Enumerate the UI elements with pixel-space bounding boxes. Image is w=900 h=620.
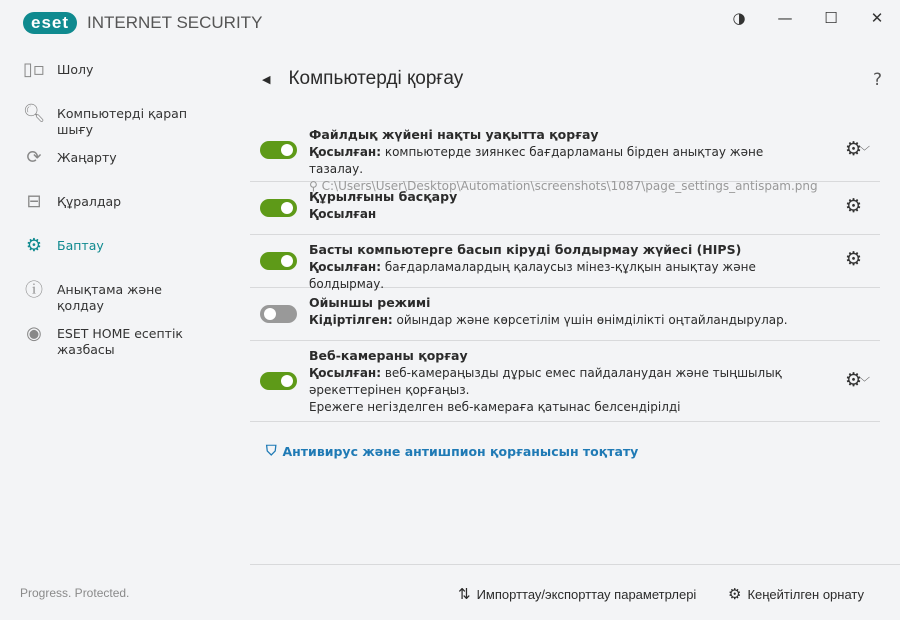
import-export-button[interactable] [458,585,696,603]
product-name: INTERNET SECURITY [87,13,263,32]
gear-icon: ⚙ [728,586,742,603]
sidebar-item-label: Компьютерді қарап шығу [57,106,187,137]
dashboard-icon: ▯▫ [22,58,46,80]
user-account-icon: ◉ [26,322,42,344]
sidebar-item-label: Құралдар [57,194,122,209]
help-button[interactable]: ? [872,70,882,90]
window-controls [716,8,900,28]
row-status: Қосылған [309,207,377,221]
eset-logo: eset [23,12,77,34]
sidebar-item-eset-home[interactable] [0,324,250,368]
row-extra: Ережеге негізделген веб-камераға қатынас белсендірілді [309,400,681,414]
maximize-button[interactable]: ☐ [824,9,838,27]
sidebar-item-label: Шолу [57,62,94,77]
row-desc: веб-камераңызды дұрыс емес пайдаланудан және тыңшылық әрекеттерінен қорғаңыз. [309,366,782,397]
toggle-webcam[interactable] [260,372,297,390]
sidebar [0,60,250,368]
toggle-realtime[interactable] [260,141,297,159]
sidebar-item-help[interactable] [0,280,250,324]
row-status: Қосылған: [309,145,381,159]
advanced-setup-label: Кеңейтілген орнату [747,586,865,602]
row-title: Веб-камераны қорғау [309,348,468,363]
help-icon: ⓘ [25,280,43,301]
sidebar-item-label: Баптау [57,238,104,253]
gear-icon[interactable]: ⚙ [844,195,862,217]
pause-protection-link[interactable] [266,443,638,459]
setting-row-device-control [250,182,880,235]
sidebar-item-label: Жаңарту [57,150,117,165]
sidebar-item-label: Анықтама және қолдау [57,282,162,313]
row-title: Құрылғыны басқару [309,189,458,204]
sidebar-item-scan[interactable] [0,104,250,148]
sidebar-item-label: ESET HOME есептік жазбасы [57,326,183,357]
page-title: Компьютерді қорғау [288,68,464,89]
row-path: C:\Users\User\Desktop\Automation\screenshots\1087\page_settings_antispam.png [321,179,818,193]
row-status: Қосылған: [309,260,381,274]
toggle-hips[interactable] [260,252,297,270]
row-title: Басты компьютерге басып кіруді болдырмау жүйесі (HIPS) [309,242,742,257]
chevron-down-icon[interactable]: ﹀ [859,145,870,158]
gear-icon: ⚙ [25,234,43,256]
setting-row-realtime [250,120,880,193]
sidebar-item-overview[interactable] [0,60,250,104]
setting-row-webcam [250,341,880,422]
minimize-button[interactable]: — [777,9,793,27]
gear-icon[interactable]: ⚙ [844,248,862,270]
search-icon: ⚲ [309,179,322,193]
toggle-gamer-mode[interactable] [260,305,297,323]
chevron-down-icon[interactable]: ﹀ [859,376,870,389]
setting-row-hips [250,235,880,291]
sidebar-item-update[interactable] [0,148,250,192]
back-arrow-icon[interactable]: ◀ [262,72,271,86]
link-label: Антивирус және антишпион қорғанысын тоқтату [282,443,639,459]
row-title: Файлдық жүйені нақты уақытта қорғау [309,127,599,142]
row-desc: ойындар және көрсетілім үшін өнімділікті оңтайландырулар. [392,313,788,327]
close-button[interactable]: ✕ [870,9,884,27]
row-status: Қосылған: [309,366,381,380]
setting-row-gamer-mode [250,288,880,341]
shield-icon: ⛉ [266,443,277,459]
gear-icon[interactable]: ⚙ [844,138,862,160]
row-status: Кідіртілген: [309,313,393,327]
sidebar-item-tools[interactable] [0,192,250,236]
import-export-icon: ⇅ [458,586,471,603]
toggle-device-control[interactable] [260,199,297,217]
footer [250,564,900,620]
import-export-label: Импорттау/экспорттау параметрлері [476,586,697,602]
advanced-setup-button[interactable] [728,585,864,603]
theme-toggle-icon[interactable]: ◑ [732,9,746,27]
row-desc: бағдарламалардың қалаусыз мінез-құлқын анықтау және болдырмау. [309,260,756,291]
row-title: Ойыншы режимі [309,295,431,310]
refresh-icon: ⟳ [26,146,42,168]
gear-icon[interactable]: ⚙ [844,369,862,391]
tagline: Progress. Protected. [20,586,130,600]
app-logo [23,12,262,34]
search-icon: 🔍︎ [22,102,46,124]
sidebar-item-setup[interactable] [0,236,250,280]
toolbox-icon: ⊟ [26,190,42,212]
row-desc: компьютерде зиянкес бағдарламаны бірден анықтау және тазалау. [309,145,764,176]
